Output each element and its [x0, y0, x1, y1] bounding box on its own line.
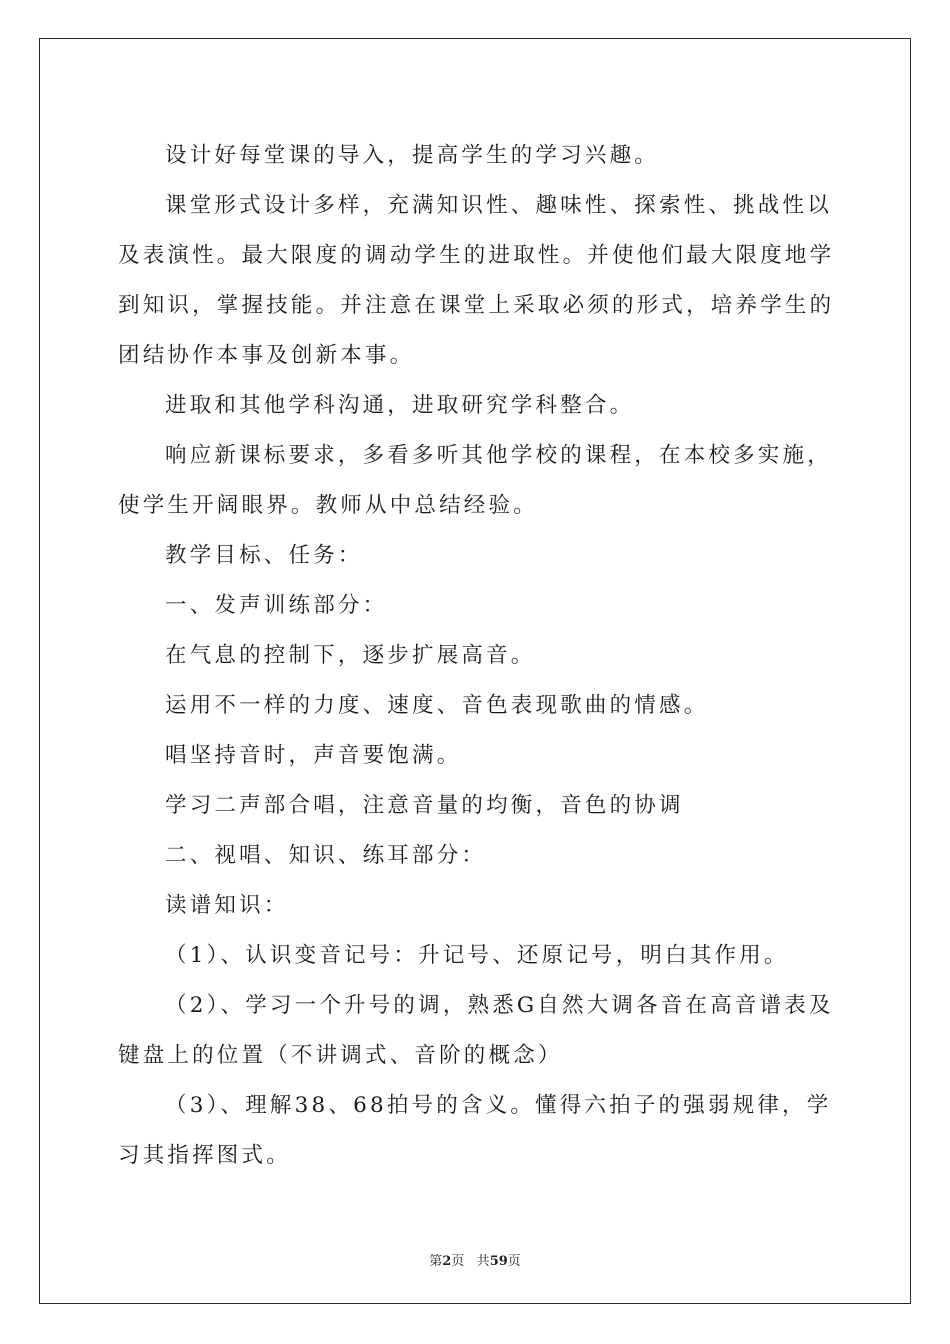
paragraph-10: 学习二声部合唱，注意音量的均衡，音色的协调 [165, 793, 684, 818]
footer-page-number: 2 [442, 1254, 452, 1269]
footer-prefix: 第 [429, 1254, 443, 1269]
paragraph-12: 读谱知识： [165, 893, 289, 918]
section-heading-goals: 教学目标、任务： [165, 543, 363, 568]
footer-total-suffix: 页 [507, 1254, 521, 1269]
paragraph-4: 响应新课标要求，多看多听其他学校的课程，在本校多实施，使学生开阔眼界。教师从中总结经验。 [118, 443, 832, 518]
paragraph-8: 运用不一样的力度、速度、音色表现歌曲的情感。 [165, 693, 709, 718]
footer-total-prefix: 共 [476, 1254, 490, 1269]
paragraph-3: 进取和其他学科沟通，进取研究学科整合。 [165, 393, 635, 418]
section-heading-sightsinging: 二、视唱、知识、练耳部分： [165, 843, 487, 868]
list-item-2: （2）、学习一个升号的调，熟悉G自然大调各音在高音谱表及键盘上的位置（不讲调式、音阶的概念） [118, 993, 834, 1068]
paragraph-9: 唱坚持音时，声音要饱满。 [165, 743, 462, 768]
paragraph-2: 课堂形式设计多样，充满知识性、趣味性、探索性、挑战性以及表演性。最大限度的调动学生的进取性。并使他们最大限度地学到知识，掌握技能。并注意在课堂上采取必须的形式，培养学生的团结协作本事及创新本事。 [118, 193, 835, 368]
page-footer [0, 1250, 950, 1269]
footer-total-pages: 59 [489, 1254, 508, 1269]
section-heading-vocal: 一、发声训练部分： [165, 593, 388, 618]
paragraph-1: 设计好每堂课的导入，提高学生的学习兴趣。 [165, 143, 660, 168]
document-body [118, 131, 838, 1181]
paragraph-7: 在气息的控制下，逐步扩展高音。 [165, 643, 536, 668]
list-item-1: （1）、认识变音记号：升记号、还原记号，明白其作用。 [165, 943, 789, 968]
footer-page-suffix: 页 [451, 1254, 465, 1269]
list-item-3: （3）、理解38、68拍号的含义。懂得六拍子的强弱规律，学习其指挥图式。 [118, 1093, 832, 1168]
